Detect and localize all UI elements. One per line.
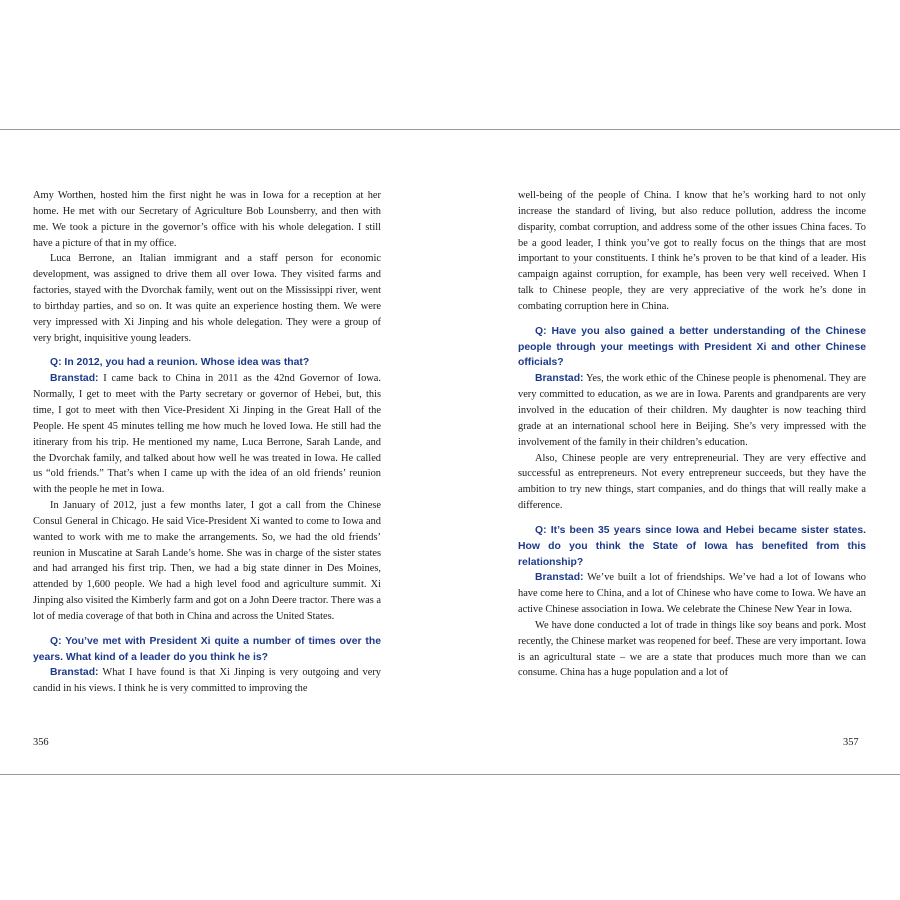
left-paragraph-1: Amy Worthen, hosted him the first night he was in Iowa for a reception at her home. He met with our Secretary of Agriculture Bob Lounsberry, and then with me. We took a picture in the governor’s office with his whole delegation. I still have a picture of that in my office. bbox=[33, 190, 381, 249]
answer-text: I came back to China in 2011 as the 42nd Governor of Iowa. Normally, I get to meet with the Party secretary or governor of Hebei, but, this time, I got to meet with then Vice-President Xi Jinping in the Great Hall of the People. He spent 45 minutes telling me how much he loved Iowa. He still had the itinerary from his trip. He mentioned my name, Luca Berrone, Sarah Lande, and the Dvorchak family, and talked about how well he was treated in Iowa. He called us “old friends.” That’s when I came up with the idea of an old friends’ reunion with the people he met in Iowa. bbox=[33, 373, 381, 496]
left-paragraph-2: Luca Berrone, an Italian immigrant and a staff person for economic development, was assigned to drive them all over Iowa. They visited farms and factories, stayed with the Dvorchak family, went out on the Mississippi river, went to birthday parties, and so on. It was quite an experience hosting them. We were very impressed with Xi Jinping and his whole delegation. They were a group of very bright, inquisitive young leaders. bbox=[33, 253, 381, 344]
left-question-1: Q: In 2012, you had a reunion. Whose idea was that? bbox=[50, 357, 310, 369]
right-paragraph-1: well-being of the people of China. I know that he’s working hard to not only increase the standard of living, but also reduce pollution, address the income disparity, combat corruption, and address some of the other issues China faces. To be a good leader, I think you’ve got to really focus on the things that are most important to your constituents. I think he’s proven to be that kind of a leader. His campaign against corruption, for example, has been very well received. When I talk to Chinese people, they are very appreciative of the work he’s done in combating corruption here in China. bbox=[518, 190, 866, 312]
page-number-left: 356 bbox=[33, 737, 49, 748]
right-answer-1 bbox=[518, 371, 866, 450]
speaker-label: Branstad: bbox=[50, 667, 99, 679]
right-paragraph-3: We have done conducted a lot of trade in things like soy beans and pork. Most recently, the Chinese market was reopened for beef. These are very important. Iowa is an agricultural state – we are a state that produces much more than we can consume. China has a huge population and a lot of bbox=[518, 619, 866, 679]
answer-text: Yes, the work ethic of the Chinese people is phenomenal. They are very committed to education, as we are in Iowa. Parents and grandparents are very involved in the education of their children. My daughter is now teaching third grade at an international school here in Beijing. She’s very impressed with the involvement of the family in their children’s education. bbox=[518, 373, 866, 448]
right-page bbox=[518, 188, 866, 681]
page-number-right: 357 bbox=[843, 737, 859, 748]
right-question-1: Q: Have you also gained a better understanding of the Chinese people through your meetings with President Xi and other Chinese officials? bbox=[518, 325, 866, 369]
left-page bbox=[33, 188, 381, 697]
left-answer-2 bbox=[33, 665, 381, 697]
answer-text: We’ve built a lot of friendships. We’ve had a lot of Iowans who have come here to China, and a lot of Chinese who have come to Iowa. We have an active Chinese association in Iowa. We celebrate the Chinese New Year in Iowa. bbox=[518, 572, 866, 616]
answer-text: What I have found is that Xi Jinping is very outgoing and very candid in his views. I think he is very committed to improving the bbox=[33, 667, 381, 695]
right-question-2: Q: It’s been 35 years since Iowa and Hebei became sister states. How do you think the State of Iowa has benefited from this relationship? bbox=[518, 524, 866, 568]
right-paragraph-2: Also, Chinese people are very entrepreneurial. They are very effective and successful as entrepreneurs. Not every entrepreneur succeeds, but they have the ambition to try new things, start companies, and do things that will really make a difference. bbox=[518, 452, 866, 512]
speaker-label: Branstad: bbox=[535, 373, 584, 385]
left-question-2: Q: You’ve met with President Xi quite a number of times over the years. What kind of a leader do you think he is? bbox=[33, 635, 381, 663]
speaker-label: Branstad: bbox=[50, 373, 99, 385]
right-answer-2 bbox=[518, 570, 866, 618]
left-paragraph-3: In January of 2012, just a few months later, I got a call from the Chinese Consul General in Chicago. He said Vice-President Xi wanted to come to Iowa and wanted to work with me to make the arrangements. So, we had the old friends’ reunion in Muscatine at Sarah Lande’s home. She was in charge of the sister states and had arranged his first trip. Then, we had a big state dinner in Des Moines, attended by 1,600 people. We had a high level food and agriculture summit. Xi Jinping also visited the Kimberly farm and got on a John Deere tractor. There was a lot of media coverage of that both in China and across the United States. bbox=[33, 500, 381, 622]
speaker-label: Branstad: bbox=[535, 572, 584, 584]
left-answer-1 bbox=[33, 371, 381, 498]
